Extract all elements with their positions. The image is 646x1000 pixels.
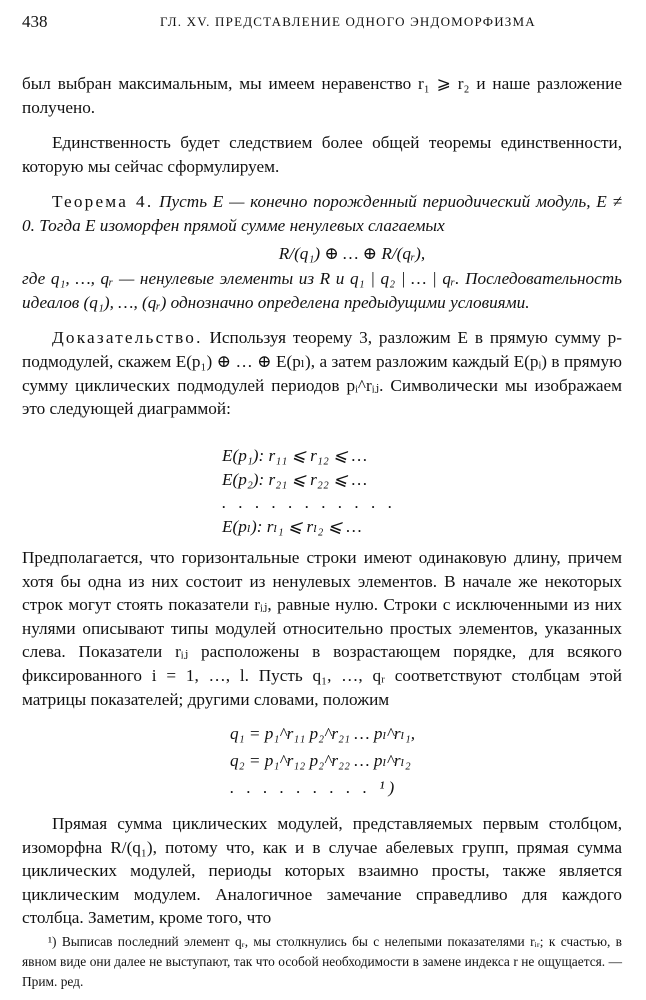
page-header [22,12,624,36]
theorem-text: Пусть E — конечно порожденный периодический модуль, E ≠ 0. Тогда E изоморфен прямой сумме ненулевых слагаемых [22,192,623,235]
diagram-row-3: E(pₗ): rₗ₁ ⩽ rₗ₂ ⩽ … [222,516,362,536]
theorem-formula: R/(q₁) ⊕ … ⊕ R/(qᵣ), [278,243,426,263]
text-block-top [22,72,622,421]
column-equations [230,720,490,801]
proof-text: Используя теорему 3, разложим E в прямую сумму p-подмодулей, скажем E(p₁) ⊕ … ⊕ E(pₗ), а затем разложим каждый E(pᵢ) в прямую сумму циклических подмодулей периодов pᵢ^rᵢⱼ. Символически мы изображаем это следующей диаграммой: [22,328,622,419]
page-number: 438 [22,12,48,31]
footnote-text: ¹) Выписав последний элемент qᵣ, мы столкнулись бы с нелепыми показателями rᵢᵣ; к счастью, в явном виде они далее не выступают, так что особой необходимости в замене индекса r не ощущается. — Прим. ред. [22,934,622,989]
running-title: ГЛ. XV. ПРЕДСТАВЛЕНИЕ ОДНОГО ЭНДОМОРФИЗМА [160,14,536,29]
diagram-row-dots: . . . . . . . . . . . [222,493,397,513]
text-block-bottom [22,812,622,930]
theorem-continuation: где q₁, …, qᵣ — ненулевые элементы из R и q₁ | q₂ | … | qᵣ. Последовательность идеалов (q₁), …, (qᵣ) однозначно определена предыдущими условиями. [22,269,622,312]
theorem-label: Теорема 4. [52,192,154,212]
diagram [222,444,462,538]
text-block-middle [22,546,622,711]
diagram-row-1: E(p₁): r₁₁ ⩽ r₁₂ ⩽ … [222,446,368,465]
equation-q2: q₂ = p₁^r₁₂ p₂^r₂₂ … pₗ^rₗ₂ [230,751,411,770]
paragraph-1: был выбран максимальным, мы имеем неравенство r₁ ⩾ r₂ и наше разложение получено. [22,74,622,117]
equation-dots: . . . . . . . . . ¹) [230,778,399,797]
diagram-row-2: E(p₂): r₂₁ ⩽ r₂₂ ⩽ … [222,469,368,489]
proof-label: Доказательство. [52,328,203,348]
footnote [22,932,622,992]
equation-q1: q₁ = p₁^r₁₁ p₂^r₂₁ … pₗ^rₗ₁, [230,724,416,743]
paragraph-3: Предполагается, что горизонтальные строки имеют одинаковую длину, причем хотя бы одна из них состоит из ненулевых элементов. В начале же некоторых строк могут стоять показатели rᵢⱼ, равные нулю. Строки с исключенными из них нулями описывают типы модулей относительно простых элементов, указанных слева. Показатели rᵢⱼ расположены в возрастающем порядке, для всякого фиксированного i = 1, …, l. Пусть q₁, …, qᵣ соответствуют столбцам этой матрицы показателей; другими словами, положим [22,548,622,709]
paragraph-2: Единственность будет следствием более общей теоремы единственности, которую мы сейчас сформулируем. [22,133,622,176]
proof-paragraph [22,326,622,420]
theorem-paragraph [22,190,622,237]
paragraph-4: Прямая сумма циклических модулей, представляемых первым столбцом, изоморфна R/(q₁), потому что, как и в случае абелевых групп, прямая сумма циклических модулей, периоды которых взаимно просты, также является циклическим модулем. Аналогичное замечание справедливо для каждого столбца. Заметим, кроме того, что [22,814,622,928]
